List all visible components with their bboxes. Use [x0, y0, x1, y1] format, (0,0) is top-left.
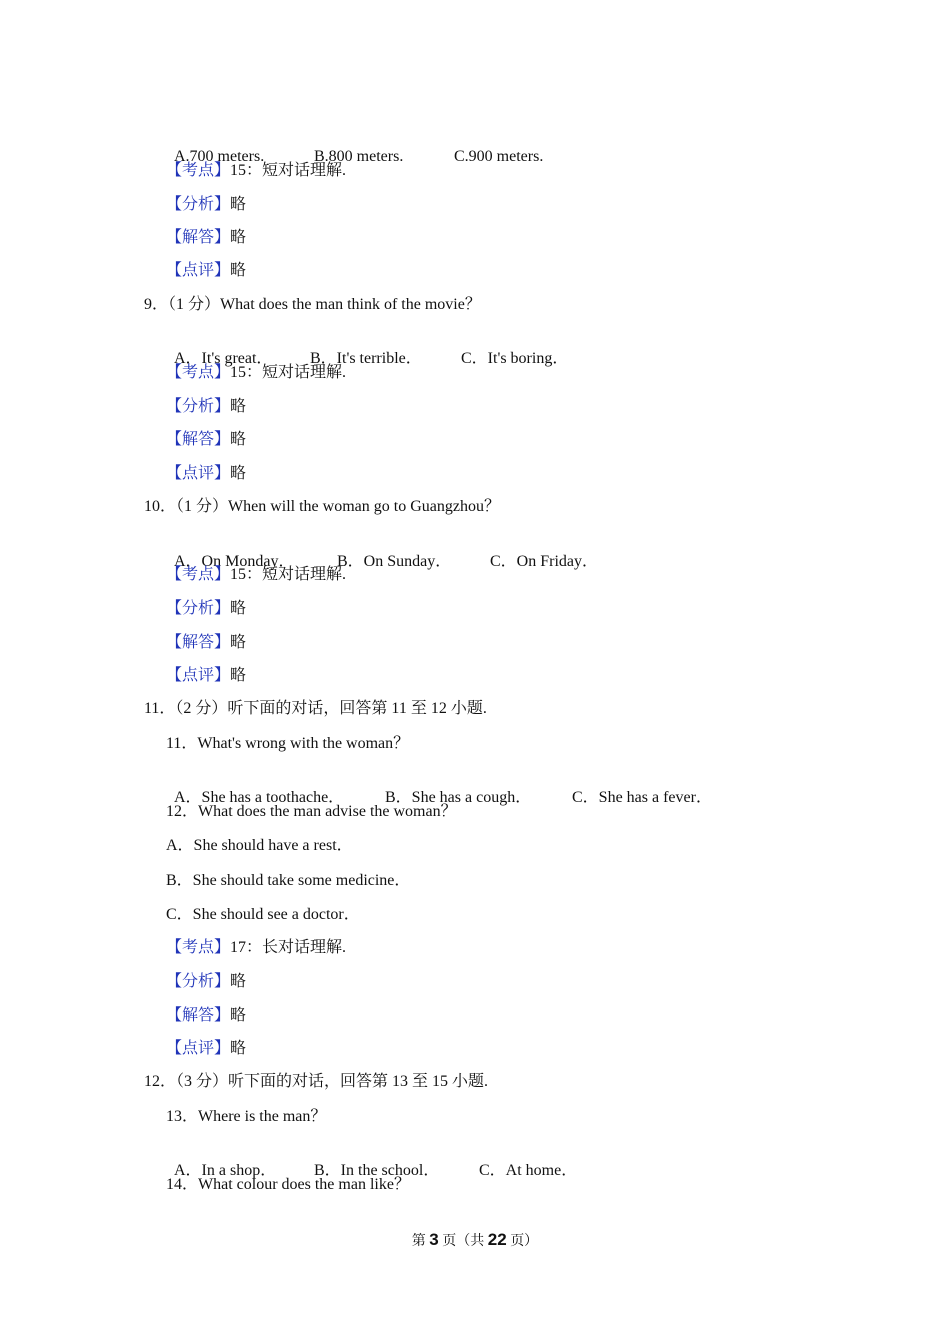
q10-dianping [166, 666, 246, 686]
dianping-text: 略 [230, 262, 247, 279]
fenxi-tag: 【分析】 [166, 600, 231, 617]
kaodian-text: 15：短对话理解. [230, 566, 347, 583]
sub12-option-a: A．She should have a rest． [166, 837, 353, 854]
sub12-option-c: C．She should see a doctor． [166, 906, 360, 923]
q9-stem: 9．（1 分）What does the man think of the movie？ [144, 296, 481, 313]
q10-option-c: C．On Friday． [490, 553, 599, 570]
q10-fenxi [166, 599, 246, 619]
jieda-tag: 【解答】 [166, 1007, 231, 1024]
footer-pre: 第 [411, 1234, 430, 1249]
q11-sub12: 12．What does the man advise the woman？ [166, 803, 457, 820]
q12-stem: 12．（3 分）听下面的对话，回答第 13 至 15 小题. [144, 1073, 489, 1090]
kaodian-text: 17：长对话理解. [230, 939, 347, 956]
q10-option-b: B．On Sunday． [337, 553, 452, 570]
q9-jieda [166, 430, 246, 450]
footer-mid: 页（共 [438, 1234, 488, 1249]
footer-page-number: 3 [429, 1230, 439, 1249]
jieda-text: 略 [230, 431, 247, 448]
q8-kaodian [166, 161, 346, 181]
q8-option-b: B.800 meters. [314, 148, 404, 165]
sub11-option-c: C．She has a fever． [572, 789, 712, 806]
kaodian-text: 15：短对话理解. [230, 162, 347, 179]
dianping-tag: 【点评】 [166, 1040, 231, 1057]
kaodian-tag: 【考点】 [166, 939, 231, 956]
sub11-option-a: A．She has a toothache． [174, 789, 345, 806]
jieda-text: 略 [230, 229, 247, 246]
q8-fenxi [166, 195, 246, 215]
q9-fenxi [166, 397, 246, 417]
sub12-option-b: B．She should take some medicine． [166, 872, 411, 889]
fenxi-tag: 【分析】 [166, 196, 231, 213]
dianping-tag: 【点评】 [166, 465, 231, 482]
q12-sub13: 13．Where is the man？ [166, 1108, 327, 1125]
q8-dianping [166, 261, 246, 281]
q10-stem: 10．（1 分）When will the woman go to Guangzhou？ [144, 498, 500, 515]
footer-total-pages: 22 [487, 1230, 507, 1249]
kaodian-text: 15：短对话理解. [230, 364, 347, 381]
q11-dianping [166, 1039, 246, 1059]
sub13-option-b: B．In the school． [314, 1162, 440, 1179]
q8-option-a: A.700 meters. [174, 148, 265, 165]
q9-dianping [166, 464, 246, 484]
fenxi-text: 略 [230, 973, 247, 990]
q8-jieda [166, 228, 246, 248]
q9-kaodian [166, 363, 346, 383]
q11-fenxi [166, 972, 246, 992]
q11-sub11: 11．What's wrong with the woman？ [166, 735, 410, 752]
q11-stem: 11．（2 分）听下面的对话，回答第 11 至 12 小题. [144, 700, 487, 717]
q9-option-b: B．It's terrible． [310, 350, 422, 367]
fenxi-text: 略 [230, 196, 247, 213]
dianping-tag: 【点评】 [166, 262, 231, 279]
fenxi-tag: 【分析】 [166, 398, 231, 415]
fenxi-text: 略 [230, 600, 247, 617]
fenxi-text: 略 [230, 398, 247, 415]
jieda-tag: 【解答】 [166, 229, 231, 246]
q10-kaodian [166, 565, 346, 585]
q11-kaodian [166, 938, 346, 958]
q11-jieda [166, 1006, 246, 1026]
q10-option-a: A．On Monday． [174, 553, 295, 570]
dianping-text: 略 [230, 667, 247, 684]
sub13-option-c: C．At home． [479, 1162, 578, 1179]
kaodian-tag: 【考点】 [166, 162, 231, 179]
kaodian-tag: 【考点】 [166, 566, 231, 583]
q9-option-a: A．It's great． [174, 350, 273, 367]
jieda-tag: 【解答】 [166, 634, 231, 651]
dianping-tag: 【点评】 [166, 667, 231, 684]
jieda-tag: 【解答】 [166, 431, 231, 448]
kaodian-tag: 【考点】 [166, 364, 231, 381]
q8-option-c: C.900 meters. [454, 148, 544, 165]
sub13-option-a: A．In a shop． [174, 1162, 277, 1179]
dianping-text: 略 [230, 1040, 247, 1057]
sub11-option-b: B．She has a cough． [385, 789, 532, 806]
jieda-text: 略 [230, 1007, 247, 1024]
footer-post: 页） [506, 1234, 539, 1249]
jieda-text: 略 [230, 634, 247, 651]
dianping-text: 略 [230, 465, 247, 482]
q9-option-c: C．It's boring． [461, 350, 569, 367]
page-footer [0, 1229, 950, 1253]
q10-jieda [166, 633, 246, 653]
fenxi-tag: 【分析】 [166, 973, 231, 990]
q12-sub14: 14．What colour does the man like？ [166, 1176, 410, 1193]
